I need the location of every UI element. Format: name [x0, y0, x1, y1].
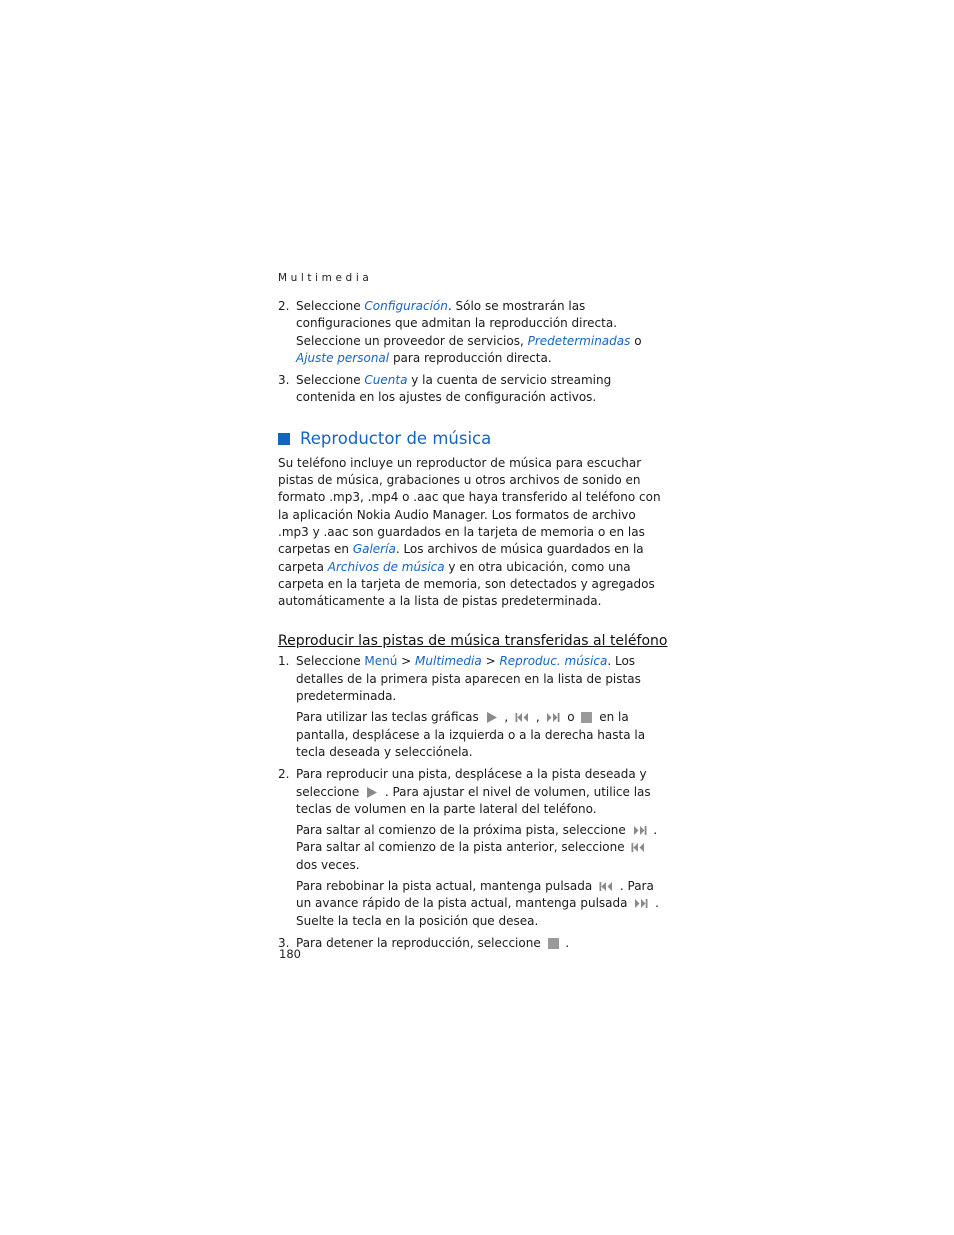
step-text: Seleccione: [296, 299, 365, 313]
step-text: . Para saltar al comienzo de la pista anterior, seleccione: [296, 823, 658, 855]
running-head: Multimedia: [278, 272, 373, 284]
play-icon: [366, 787, 378, 798]
subsection-heading: Reproducir las pistas de música transferidas al teléfono: [278, 633, 668, 650]
step-text: o: [563, 710, 579, 725]
step-text: . Para ajustar el nivel de volumen, utilice las teclas de volumen en la parte lateral del teléfono.: [296, 784, 651, 816]
step-text: . Para un avance rápido de la pista actual, mantenga pulsada: [296, 879, 654, 911]
step-text: Seleccione: [296, 373, 365, 388]
step-text: Seleccione: [296, 654, 365, 669]
previous-track-icon: [631, 842, 645, 853]
play-icon: [486, 712, 498, 723]
intro-text: Su teléfono incluye un reproductor de música para escuchar pistas de música, grabaciones u otros archivos de sonido en formato .mp3, .mp4 o .aac que haya transferido al teléfono con la aplicación Nokia Audio Manager. Los formatos de archivo .mp3 y .aac son guardados en la tarjeta de memoria o en las carpetas en: [278, 455, 661, 557]
music-step-1: [278, 653, 670, 761]
config-step-2: [278, 298, 670, 367]
step-text: ,: [500, 710, 512, 725]
section-square-icon: [278, 433, 290, 445]
intro-paragraph: [278, 455, 670, 611]
menu-label[interactable]: Menú: [364, 654, 398, 669]
step-text: . Los detalles de la primera pista aparecen en la lista de pistas predeterminada.: [296, 654, 641, 704]
step-text: Para rebobinar la pista actual, mantenga pulsada: [296, 879, 597, 894]
path-separator: >: [481, 654, 500, 669]
link-reproduc-musica[interactable]: Reproduc. música: [499, 654, 608, 669]
step-text: Para saltar al comienzo de la próxima pista, seleccione: [296, 823, 630, 838]
previous-track-icon: [599, 881, 613, 892]
stop-icon: [581, 712, 592, 723]
step-text: o: [630, 333, 642, 348]
link-ajuste-personal[interactable]: Ajuste personal: [296, 350, 390, 365]
step-number: 2.: [278, 767, 290, 782]
step-2-detail-skip: [296, 822, 670, 874]
manual-page: [278, 272, 670, 952]
step-number: 2.: [278, 299, 290, 313]
section-title: Reproductor de música: [300, 429, 492, 449]
step-2-detail-rewind: [296, 878, 670, 930]
link-multimedia[interactable]: Multimedia: [415, 654, 482, 669]
step-text: Para reproducir una pista, desplácese a la pista deseada y seleccione: [296, 767, 647, 799]
music-step-3: [278, 935, 670, 952]
step-text: . Suelte la tecla en la posición que desea.: [296, 896, 659, 928]
link-predeterminadas[interactable]: Predeterminadas: [527, 333, 631, 348]
step-text: . Sólo se mostrarán las configuraciones que admitan la reproducción directa. Seleccione un proveedor de servicios,: [296, 299, 618, 348]
step-text: y la cuenta de servicio streaming contenida en los ajustes de configuración activos.: [296, 373, 612, 405]
path-separator: >: [397, 654, 416, 669]
next-track-icon: [633, 825, 647, 836]
previous-track-icon: [515, 712, 529, 723]
step-text: ,: [532, 710, 544, 725]
link-cuenta[interactable]: Cuenta: [364, 373, 408, 388]
step-number: 3.: [278, 935, 290, 950]
link-galeria[interactable]: Galería: [352, 542, 396, 557]
intro-text: y en otra ubicación, como una carpeta en la tarjeta de memoria, son detectados y agregados automáticamente a la lista de pistas predeterminada.: [278, 559, 655, 609]
next-track-icon: [634, 898, 648, 909]
step-text: Para detener la reproducción, seleccione: [296, 935, 545, 950]
section-heading: [278, 428, 670, 450]
step-text: .: [561, 935, 570, 950]
page-number: 180: [279, 947, 301, 961]
step-text: Para utilizar las teclas gráficas: [296, 710, 483, 725]
link-configuracion[interactable]: Configuración: [364, 299, 448, 313]
step-text: para reproducción directa.: [389, 350, 552, 365]
link-archivos-de-musica[interactable]: Archivos de música: [327, 559, 445, 574]
step-1-detail: [296, 709, 670, 761]
next-track-icon: [546, 712, 560, 723]
step-number: 3.: [278, 373, 290, 388]
config-step-3: [278, 372, 670, 407]
step-number: 1.: [278, 654, 290, 669]
music-step-2: [278, 766, 670, 930]
stop-icon: [548, 938, 559, 949]
intro-text: . Los archivos de música guardados en la carpeta: [278, 542, 644, 574]
step-text: dos veces.: [296, 857, 360, 872]
step-text: en la pantalla, desplácese a la izquierda o a la derecha hasta la tecla deseada y selecciónela.: [296, 710, 646, 759]
